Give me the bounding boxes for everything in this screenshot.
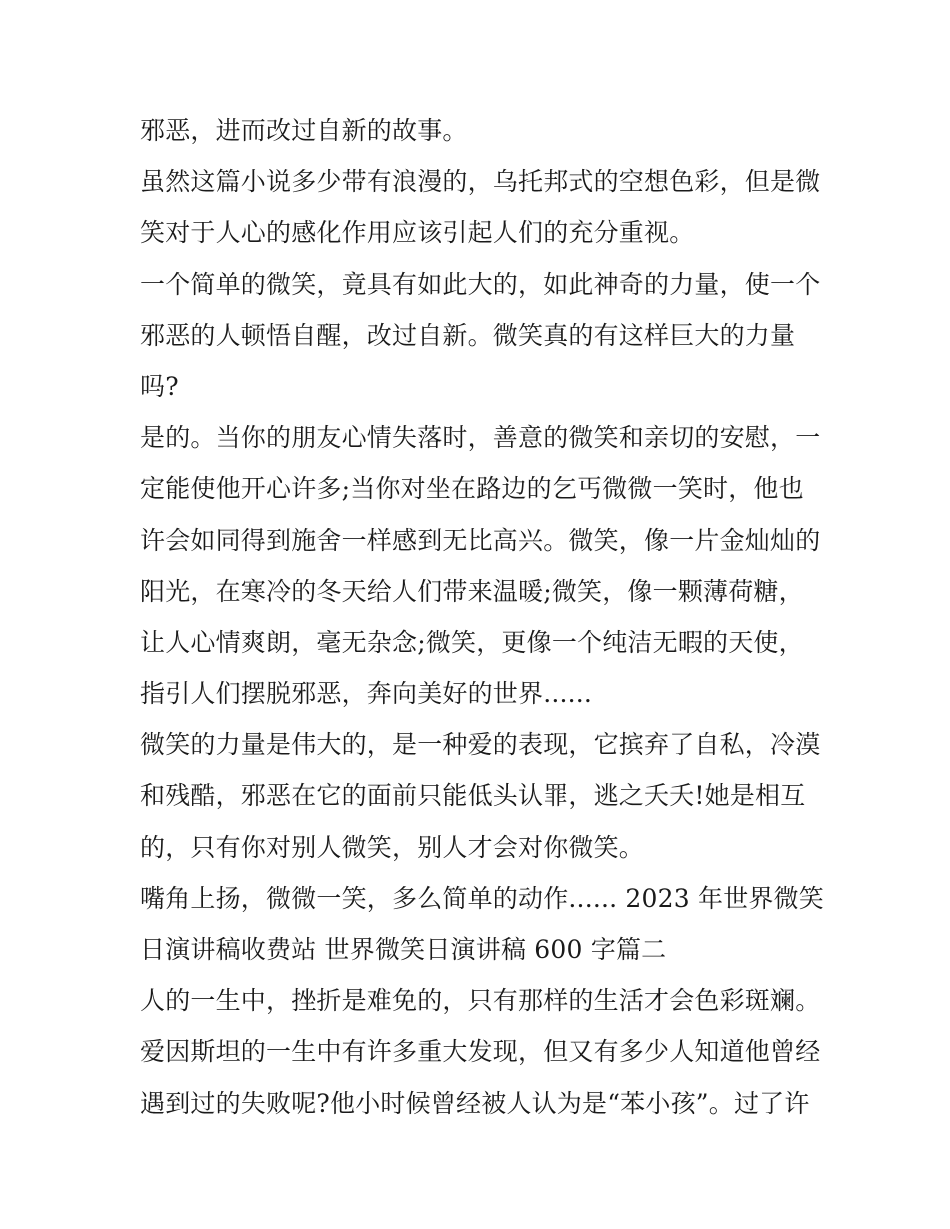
text-line-5: 邪恶的人顿悟自醒，改过自新。微笑真的有这样巨大的力量	[140, 320, 796, 350]
text-line-3: 笑对于人心的感化作用应该引起人们的充分重视。	[140, 218, 695, 248]
text-line-8: 定能使他开心许多;当你对坐在路边的乞丐微微一笑时，他也	[140, 474, 804, 504]
text-line-1: 邪恶，进而改过自新的故事。	[140, 116, 468, 145]
text-line-2: 虽然这篇小说多少带有浪漫的，乌托邦式的空想色彩，但是微	[140, 167, 821, 197]
text-line-17: 日演讲稿收费站 世界微笑日演讲稿 600 字篇二	[140, 935, 667, 964]
text-line-6: 吗?	[140, 371, 179, 401]
text-line-20: 遇到过的失败呢?他小时候曾经被人认为是“苯小孩”。过了许	[140, 1088, 810, 1118]
text-line-13: 微笑的力量是伟大的，是一种爱的表现，它摈弃了自私，冷漠	[140, 730, 821, 760]
text-line-11: 让人心情爽朗，毫无杂念;微笑，更像一个纯洁无暇的天使，	[140, 627, 804, 657]
text-line-18: 人的一生中，挫折是难免的，只有那样的生活才会色彩斑斓。	[140, 986, 821, 1016]
text-line-16: 嘴角上扬，微微一笑，多么简单的动作...... 2023 年世界微笑	[140, 883, 824, 913]
text-line-15: 的，只有你对别人微笑，别人才会对你微笑。	[140, 832, 645, 862]
text-line-7: 是的。当你的朋友心情失落时，善意的微笑和亲切的安慰，一	[140, 423, 821, 453]
text-line-9: 许会如同得到施舍一样感到无比高兴。微笑，像一片金灿灿的	[140, 525, 821, 555]
text-line-14: 和残酷，邪恶在它的面前只能低头认罪，逃之夭夭!她是相互	[140, 781, 806, 811]
text-line-12: 指引人们摆脱邪恶，奔向美好的世界......	[140, 679, 593, 709]
text-body	[140, 105, 824, 1129]
text-line-4: 一个简单的微笑，竟具有如此大的，如此神奇的力量，使一个	[140, 269, 821, 299]
text-line-19: 爱因斯坦的一生中有许多重大发现，但又有多少人知道他曾经	[140, 1037, 821, 1067]
text-line-10: 阳光，在寒冷的冬天给人们带来温暖;微笑，像一颗薄荷糖，	[140, 576, 804, 606]
